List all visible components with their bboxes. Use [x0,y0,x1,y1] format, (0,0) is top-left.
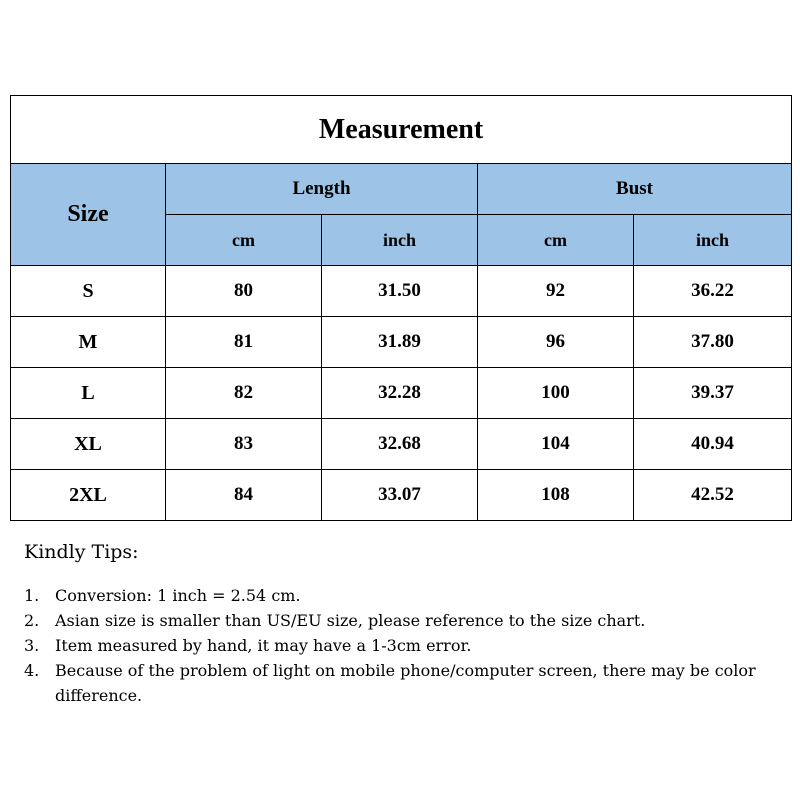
bust-inch-cell: 37.80 [634,317,792,368]
length-inch-header: inch [322,215,478,266]
size-cell: L [11,368,166,419]
tip-number: 1. [24,586,40,605]
size-chart-table [10,95,792,521]
length-inch-cell: 31.89 [322,317,478,368]
size-cell: XL [11,419,166,470]
tips-list [24,583,784,708]
tips-title: Kindly Tips: [24,541,139,563]
bust-inch-cell: 40.94 [634,419,792,470]
bust-cm-cell: 96 [478,317,634,368]
tip-number: 3. [24,636,40,655]
length-inch-cell: 33.07 [322,470,478,521]
length-cm-cell: 82 [166,368,322,419]
length-cm-cell: 84 [166,470,322,521]
bust-cm-cell: 108 [478,470,634,521]
table-row [11,470,792,521]
length-cm-cell: 80 [166,266,322,317]
length-group-header: Length [166,164,478,215]
list-item [24,583,784,608]
tip-text: Item measured by hand, it may have a 1-3cm error. [55,636,472,655]
table-row [11,419,792,470]
size-column-header: Size [11,164,166,266]
tip-number: 2. [24,611,40,630]
bust-cm-cell: 92 [478,266,634,317]
tip-text: Asian size is smaller than US/EU size, please reference to the size chart. [55,611,646,630]
table-row [11,317,792,368]
tip-text: Conversion: 1 inch = 2.54 cm. [55,586,301,605]
bust-inch-cell: 39.37 [634,368,792,419]
length-cm-header: cm [166,215,322,266]
kindly-tips [24,540,784,708]
list-item [24,658,784,708]
bust-group-header: Bust [478,164,792,215]
table-row [11,368,792,419]
tip-text: Because of the problem of light on mobile phone/computer screen, there may be color difference. [55,661,756,705]
size-cell: 2XL [11,470,166,521]
table-row [11,266,792,317]
bust-inch-header: inch [634,215,792,266]
bust-inch-cell: 36.22 [634,266,792,317]
length-inch-cell: 32.68 [322,419,478,470]
length-inch-cell: 31.50 [322,266,478,317]
tip-number: 4. [24,661,40,680]
bust-cm-header: cm [478,215,634,266]
length-cm-cell: 81 [166,317,322,368]
bust-cm-cell: 104 [478,419,634,470]
length-cm-cell: 83 [166,419,322,470]
bust-cm-cell: 100 [478,368,634,419]
length-inch-cell: 32.28 [322,368,478,419]
list-item [24,608,784,633]
size-cell: S [11,266,166,317]
size-cell: M [11,317,166,368]
table-title: Measurement [11,96,792,164]
list-item [24,633,784,658]
bust-inch-cell: 42.52 [634,470,792,521]
